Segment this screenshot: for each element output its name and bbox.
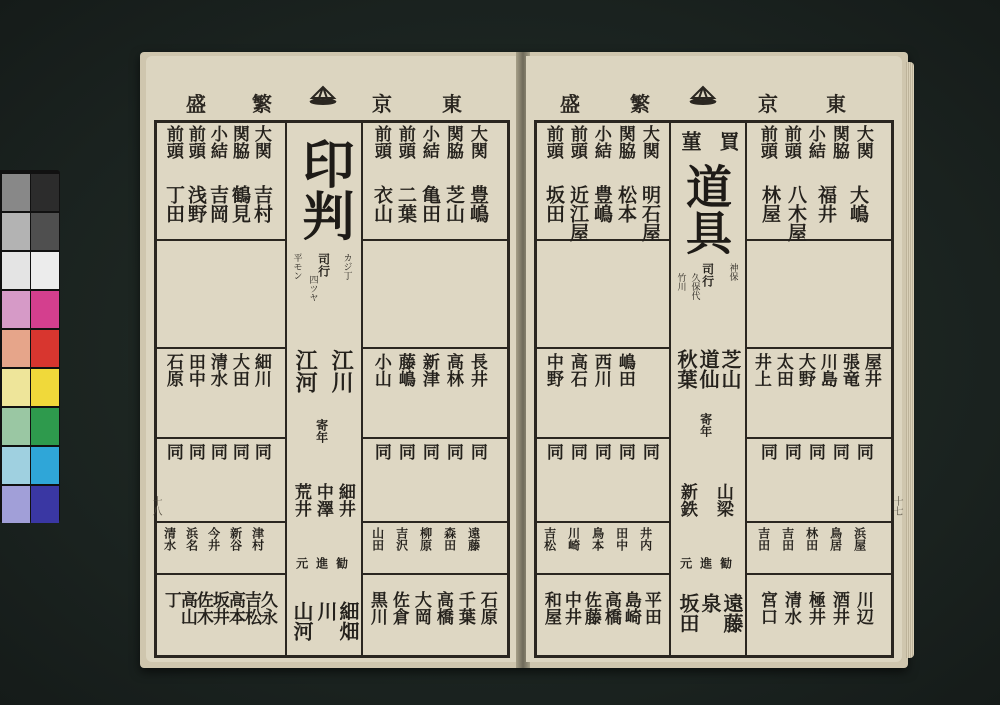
name-entry: 松本 <box>614 185 637 223</box>
left-page <box>146 56 518 662</box>
name-entry: 細川 <box>250 353 271 387</box>
name-entry: 新津 <box>418 353 439 387</box>
rank-label: 大関 <box>852 125 873 159</box>
name-entry: 高林 <box>442 353 463 387</box>
name-entry: 田中 <box>614 527 629 551</box>
name-entry: 鳥居 <box>828 527 843 551</box>
center-name: 四ツヤ <box>307 275 318 302</box>
name-entry: 屋井 <box>860 353 881 387</box>
name-entry: 津村 <box>250 527 265 551</box>
name-entry: 吉村 <box>250 185 273 223</box>
name-entry: 丁田 <box>162 185 185 223</box>
rank-label: 前頭 <box>542 125 563 159</box>
center-lower: 荒井 <box>290 483 311 517</box>
center-mid: 江河 <box>292 349 319 393</box>
name-entry: 太田 <box>772 353 793 387</box>
name-entry: 平田 <box>640 591 661 625</box>
rank-label: 前頭 <box>780 125 801 159</box>
center-bottom: 坂田 <box>676 593 700 633</box>
name-entry: 丁 <box>160 591 181 608</box>
rank-label: 前頭 <box>394 125 415 159</box>
name-entry: 八木屋 <box>784 185 807 242</box>
rank-label: 前頭 <box>184 125 205 159</box>
center-name: 久保代 <box>689 273 700 300</box>
rank-label: 関脇 <box>442 125 463 159</box>
name-entry: 坂井 <box>208 591 229 625</box>
chip-pink <box>2 291 30 328</box>
name-entry: 久永 <box>256 591 277 625</box>
name-entry: 酒井 <box>828 591 849 625</box>
center-mid: 江川 <box>328 349 355 393</box>
center-lower: 勧 <box>334 557 349 569</box>
center-year-label: 寄年 <box>314 419 329 443</box>
rank-same: 同 <box>206 443 227 460</box>
chip-light-cyan <box>2 447 30 484</box>
name-entry: 張竜 <box>838 353 859 387</box>
rank-same: 同 <box>828 443 849 460</box>
name-entry: 清水 <box>206 353 227 387</box>
center-mid: 道仙 <box>696 349 720 389</box>
name-entry: 近江屋 <box>566 185 589 242</box>
name-entry: 衣山 <box>370 185 393 223</box>
name-entry: 今井 <box>206 527 221 551</box>
chip-gray-3 <box>31 213 59 250</box>
left-ranking-frame <box>154 120 510 658</box>
name-entry: 中井 <box>560 591 581 625</box>
rank-label: 大関 <box>250 125 271 159</box>
rank-same: 同 <box>590 443 611 460</box>
rank-same: 同 <box>442 443 463 460</box>
name-entry: 亀田 <box>418 185 441 223</box>
rank-label: 小結 <box>206 125 227 159</box>
chip-black-1 <box>31 174 59 211</box>
name-entry: 芝山 <box>442 185 465 223</box>
rank-same: 同 <box>228 443 249 460</box>
name-entry: 佐木 <box>192 591 213 625</box>
name-entry: 高本 <box>224 591 245 625</box>
left-center-column <box>285 123 363 655</box>
center-year-label: 寄年 <box>698 413 713 437</box>
header-right-4: 東 <box>826 92 846 116</box>
chip-red <box>31 330 59 367</box>
name-entry: 浜屋 <box>852 527 867 551</box>
center-lower: 進 <box>314 557 329 569</box>
rank-same: 同 <box>250 443 271 460</box>
name-entry: 高石 <box>566 353 587 387</box>
name-entry: 鳥本 <box>590 527 605 551</box>
name-entry: 佐倉 <box>388 591 409 625</box>
name-entry: 吉田 <box>780 527 795 551</box>
name-entry: 新谷 <box>228 527 243 551</box>
rank-label: 小結 <box>590 125 611 159</box>
rank-label: 前頭 <box>566 125 587 159</box>
name-entry: 田中 <box>184 353 205 387</box>
name-entry: 豊嶋 <box>466 185 489 223</box>
chip-green <box>31 408 59 445</box>
chip-salmon <box>2 330 30 367</box>
rank-same: 同 <box>466 443 487 460</box>
name-entry: 鶴見 <box>228 185 251 223</box>
name-entry: 佐藤 <box>580 591 601 625</box>
right-ranking-frame <box>534 120 894 658</box>
name-entry: 吉松 <box>542 527 557 551</box>
name-entry: 和屋 <box>540 591 561 625</box>
name-entry: 藤嶋 <box>394 353 415 387</box>
open-book <box>140 52 908 668</box>
rank-label: 関脇 <box>614 125 635 159</box>
chip-gray-1 <box>2 174 30 211</box>
rank-same: 同 <box>394 443 415 460</box>
name-entry: 井内 <box>638 527 653 551</box>
name-entry: 高橋 <box>600 591 621 625</box>
name-entry: 吉岡 <box>206 185 229 223</box>
name-entry: 川崎 <box>566 527 581 551</box>
chip-light-yellow <box>2 369 30 406</box>
rank-same: 同 <box>184 443 205 460</box>
center-lower: 新鉄 <box>676 483 697 517</box>
chip-lavender <box>2 486 30 523</box>
right-main-title: 道具 <box>679 163 733 255</box>
rank-label: 大関 <box>638 125 659 159</box>
name-entry: 嶋田 <box>614 353 635 387</box>
center-name: 竹川 <box>675 273 686 291</box>
name-entry: 極井 <box>804 591 825 625</box>
name-entry: 黒川 <box>366 591 387 625</box>
rank-same: 同 <box>418 443 439 460</box>
chip-gray-2 <box>2 213 30 250</box>
right-center-top: 買 <box>716 131 740 151</box>
center-mid: 芝山 <box>718 349 742 389</box>
name-entry: 大野 <box>794 353 815 387</box>
rank-label: 小結 <box>418 125 439 159</box>
name-entry: 中野 <box>542 353 563 387</box>
chip-magenta <box>31 291 59 328</box>
name-entry: 小山 <box>370 353 391 387</box>
name-entry: 石原 <box>162 353 183 387</box>
rank-same: 同 <box>542 443 563 460</box>
rank-same: 同 <box>566 443 587 460</box>
rank-same: 同 <box>638 443 659 460</box>
center-name: カジ丁 <box>341 253 352 280</box>
name-entry: 川辺 <box>852 591 873 625</box>
name-entry: 大嶋 <box>846 185 869 223</box>
name-entry: 吉田 <box>756 527 771 551</box>
page-edges <box>906 62 914 658</box>
rank-same: 同 <box>370 443 391 460</box>
header-left-1: 盛 <box>186 92 206 116</box>
rank-same: 同 <box>162 443 183 460</box>
rank-same: 同 <box>756 443 777 460</box>
rank-same: 同 <box>804 443 825 460</box>
left-center-sub: 司行 <box>316 253 331 277</box>
name-entry: 二葉 <box>394 185 417 223</box>
name-entry: 浅野 <box>184 185 207 223</box>
chip-yellow <box>31 369 59 406</box>
chip-white <box>2 252 30 289</box>
name-entry: 吉松 <box>240 591 261 625</box>
name-entry: 井上 <box>750 353 771 387</box>
header-left-3: 京 <box>372 92 392 116</box>
name-entry: 長井 <box>466 353 487 387</box>
name-entry: 島崎 <box>620 591 641 625</box>
center-lower: 山梁 <box>712 483 733 517</box>
name-entry: 西川 <box>590 353 611 387</box>
name-entry: 高橋 <box>432 591 453 625</box>
center-bottom: 泉 <box>698 593 722 613</box>
rank-label: 関脇 <box>828 125 849 159</box>
chip-blue <box>31 486 59 523</box>
rank-same: 同 <box>852 443 873 460</box>
name-entry: 高山 <box>176 591 197 625</box>
name-entry: 林屋 <box>758 185 781 223</box>
rank-label: 前頭 <box>756 125 777 159</box>
header-left-2: 繁 <box>252 92 272 116</box>
left-main-title: 印判 <box>293 137 354 241</box>
rank-label: 小結 <box>804 125 825 159</box>
name-entry: 吉沢 <box>394 527 409 551</box>
name-entry: 大岡 <box>410 591 431 625</box>
rank-label: 大関 <box>466 125 487 159</box>
name-entry: 明石屋 <box>638 185 661 242</box>
center-lower: 勧 <box>718 557 733 569</box>
rank-same: 同 <box>614 443 635 460</box>
center-lower: 細井 <box>334 483 355 517</box>
crest-icon <box>306 84 340 108</box>
center-lower: 中澤 <box>312 483 333 517</box>
name-entry: 宮口 <box>756 591 777 625</box>
right-page <box>526 56 902 662</box>
center-bottom: 細畑 <box>336 601 360 641</box>
rank-label: 関脇 <box>228 125 249 159</box>
folio-left: 十八 <box>150 496 161 516</box>
header-right-1: 盛 <box>560 92 580 116</box>
name-entry: 浜名 <box>184 527 199 551</box>
chip-cyan <box>31 447 59 484</box>
crest-icon <box>686 84 720 108</box>
color-checker-strip <box>0 170 60 522</box>
name-entry: 千葉 <box>454 591 475 625</box>
name-entry: 大田 <box>228 353 249 387</box>
rank-same: 同 <box>780 443 801 460</box>
chip-light-green <box>2 408 30 445</box>
center-bottom: 川 <box>314 601 338 621</box>
center-lower: 元 <box>678 557 693 569</box>
center-name: 平モン <box>291 253 302 280</box>
name-entry: 坂田 <box>542 185 565 223</box>
name-entry: 清水 <box>780 591 801 625</box>
chip-white-2 <box>31 252 59 289</box>
rank-label: 前頭 <box>370 125 391 159</box>
header-left-4: 東 <box>442 92 462 116</box>
right-center-top-sub: 菫 <box>678 131 702 151</box>
center-mid: 秋葉 <box>674 349 698 389</box>
name-entry: 豊嶋 <box>590 185 613 223</box>
header-right-2: 繁 <box>630 92 650 116</box>
center-name: 神保 <box>727 263 738 281</box>
rank-label: 前頭 <box>162 125 183 159</box>
center-bottom: 山河 <box>290 601 314 641</box>
name-entry: 林田 <box>804 527 819 551</box>
name-entry: 福井 <box>814 185 837 223</box>
name-entry: 森田 <box>442 527 457 551</box>
name-entry: 遠藤 <box>466 527 481 551</box>
center-bottom: 遠藤 <box>720 593 744 633</box>
name-entry: 柳原 <box>418 527 433 551</box>
center-lower: 元 <box>294 557 309 569</box>
name-entry: 山田 <box>370 527 385 551</box>
header-right-3: 京 <box>758 92 778 116</box>
right-center-sub: 司行 <box>700 263 715 287</box>
center-lower: 進 <box>698 557 713 569</box>
right-center-column <box>669 123 747 655</box>
name-entry: 川島 <box>816 353 837 387</box>
name-entry: 清水 <box>162 527 177 551</box>
folio-right: 十七 <box>891 496 902 516</box>
name-entry: 石原 <box>476 591 497 625</box>
